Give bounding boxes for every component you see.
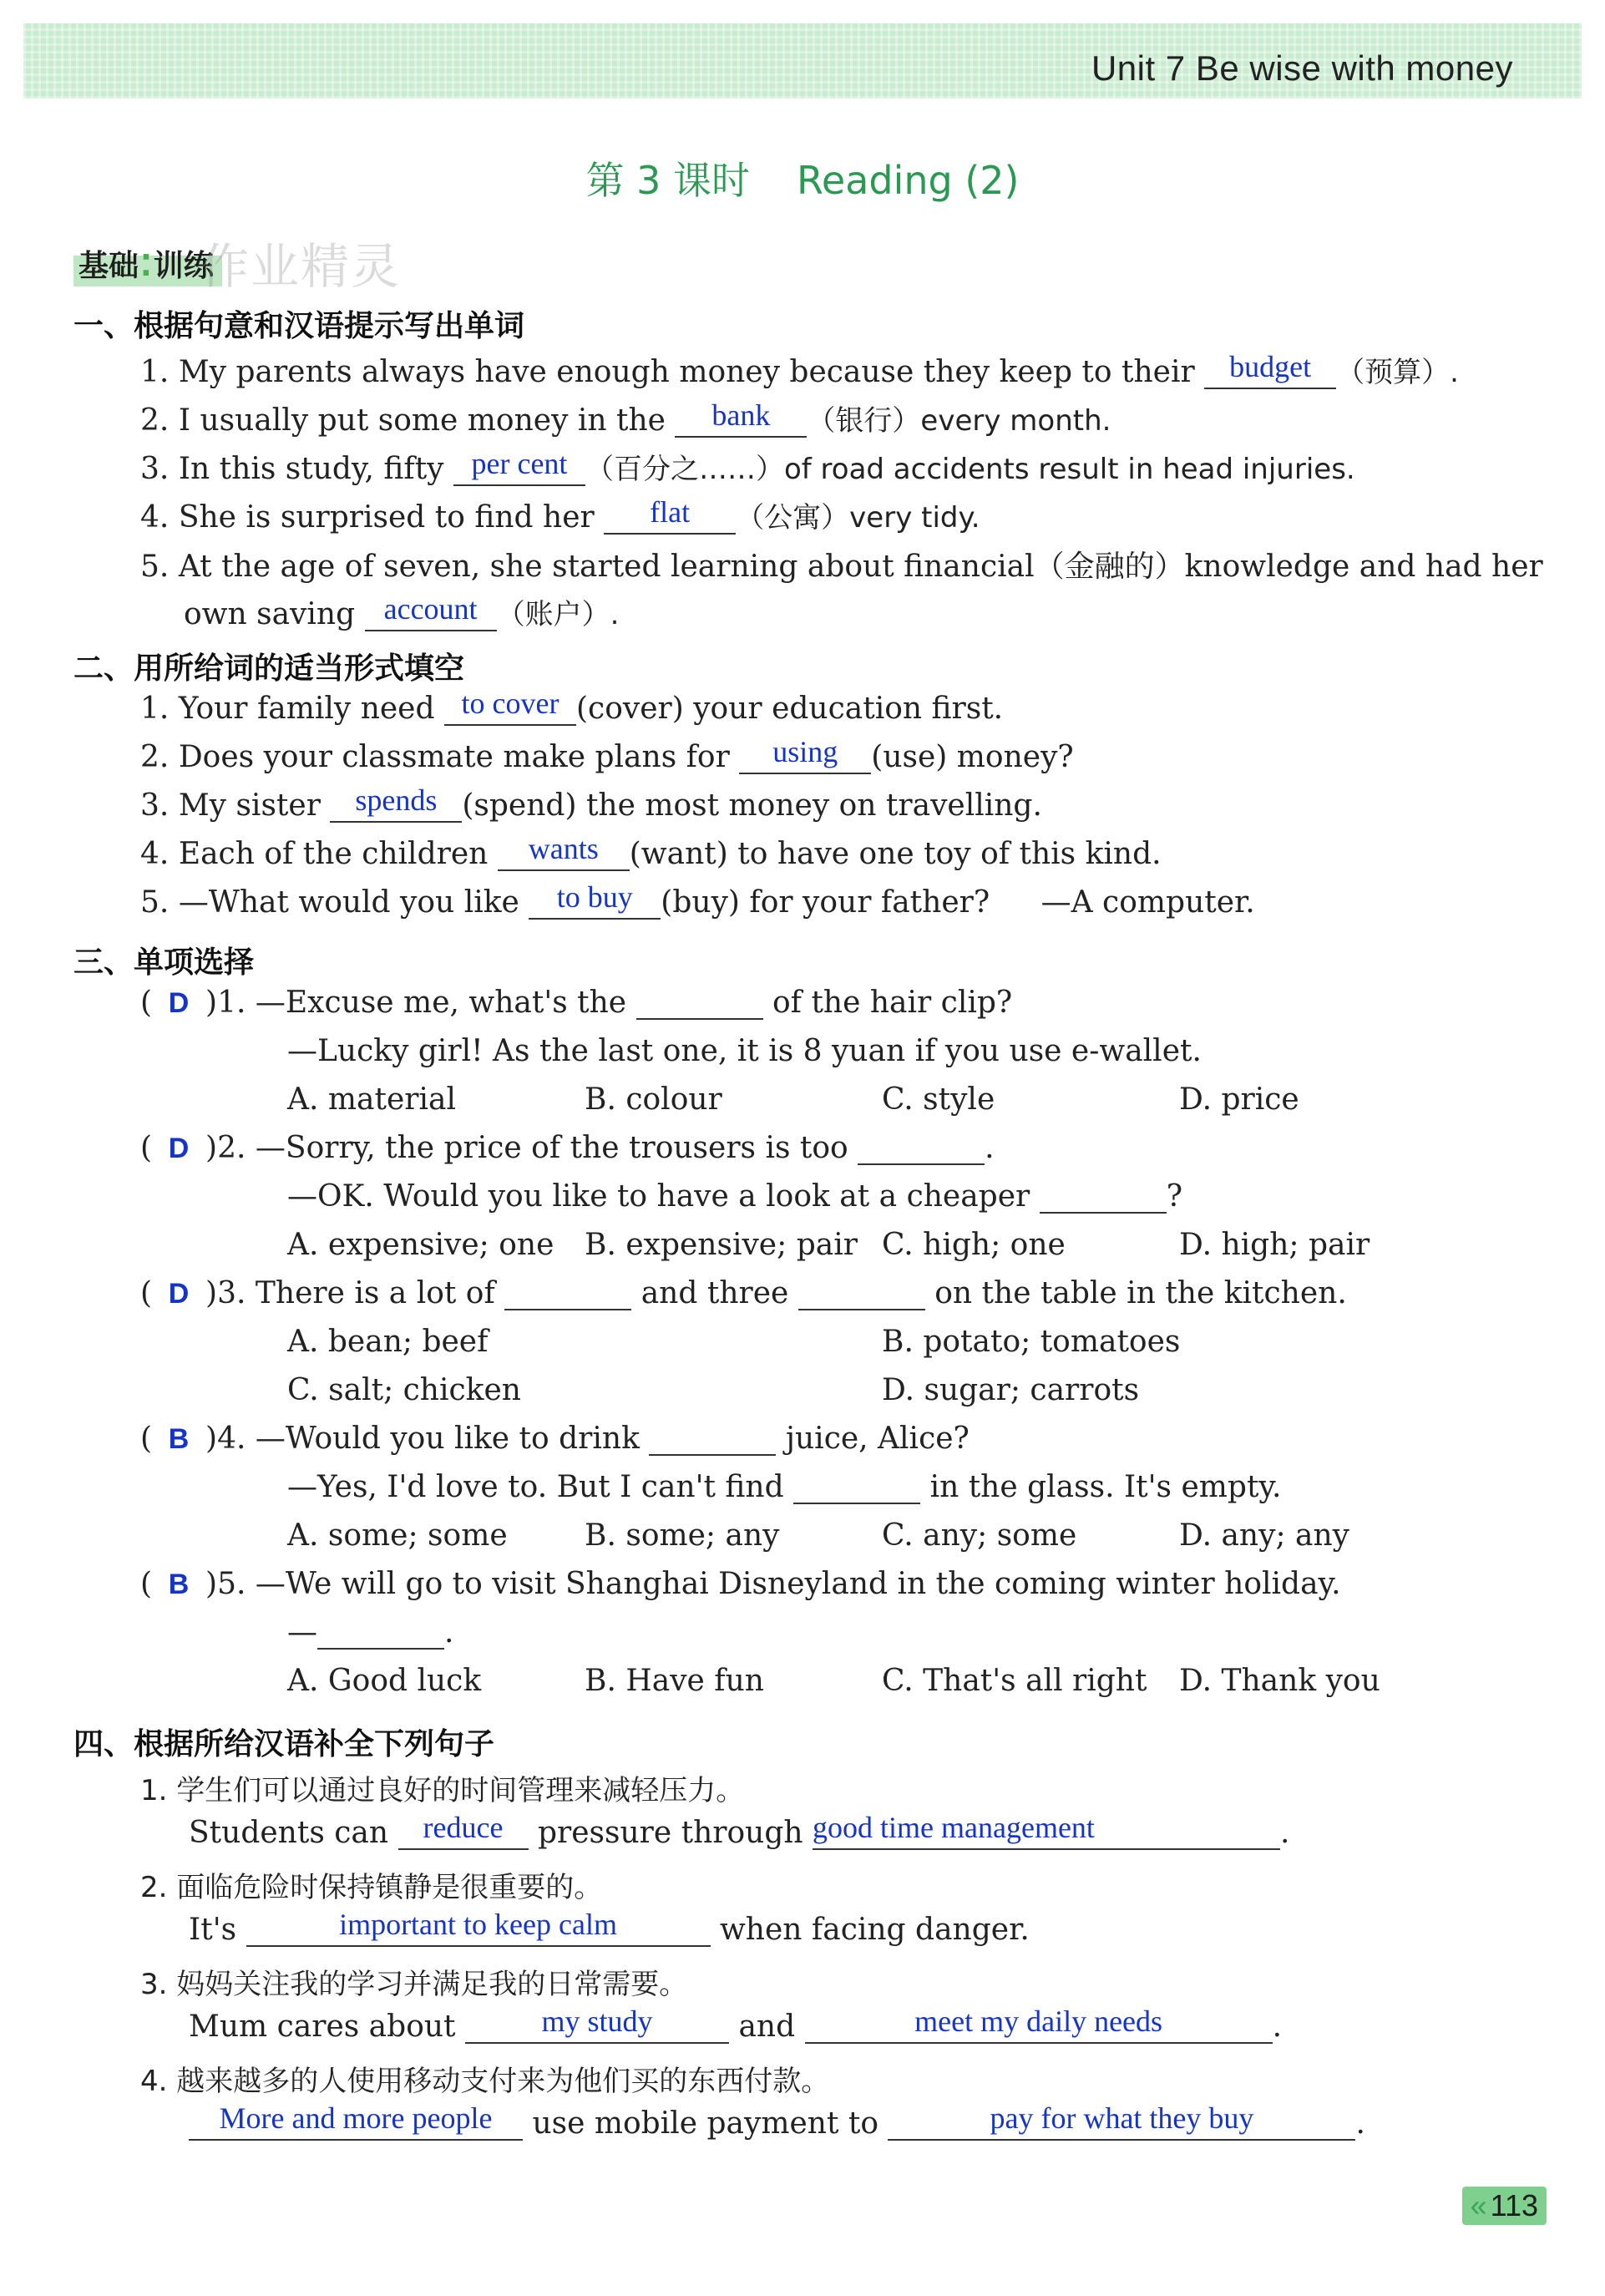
s1-item-4: 4. She is surprised to find her flat （公寓）very tidy.: [140, 495, 980, 535]
lesson-title: [0, 150, 1605, 205]
mc-answer-4: B: [168, 1423, 190, 1455]
section1-heading: 一、根据句意和汉语提示写出单词: [73, 309, 525, 343]
s1-item-2: 2. I usually put some money in the bank （银行）every month.: [140, 398, 1111, 438]
s4-answer-1b: good time management: [813, 1811, 1095, 1844]
mc-question-3: ( D )3. There is a lot of and three on the table in the kitchen.: [140, 1276, 1347, 1310]
mc-options-3b: C. salt; chicken D. sugar; carrots: [287, 1373, 1140, 1407]
s4-item-2-zh: 2. 面临危险时保持镇静是很重要的。: [140, 1871, 603, 1904]
section2-heading: 二、用所给词的适当形式填空: [73, 651, 465, 686]
unit-title: Unit 7 Be wise with money: [1091, 48, 1513, 88]
mc-question-4: ( B )4. —Would you like to drink juice, Alice?: [140, 1422, 970, 1456]
s2-item-1: 1. Your family need to cover (cover) your education first.: [140, 687, 1004, 726]
s4-item-4: More and more people use mobile payment to pay for what they buy .: [189, 2106, 1365, 2141]
mc-options-3a: A. bean; beef B. potato; tomatoes: [287, 1325, 1181, 1359]
s2-item-4: 4. Each of the children wants (want) to have one toy of this kind.: [140, 832, 1162, 871]
section3-heading: 三、单项选择: [73, 945, 255, 980]
s2-answer-1: to cover: [461, 687, 559, 720]
mc-answer-1: D: [168, 987, 190, 1019]
mc-question-1-line2: —Lucky girl! As the last one, it is 8 yuan if you use e-wallet.: [287, 1034, 1202, 1068]
mc-question-1: ( D )1. —Excuse me, what's the of the hair clip?: [140, 986, 1013, 1020]
s1-answer-5: account: [383, 592, 478, 626]
s4-answer-3a: my study: [541, 2005, 653, 2038]
mc-options-5: A. Good luck B. Have fun C. That's all right D. Thank you: [287, 1664, 1380, 1698]
mc-options-4: A. some; some B. some; any C. any; some D. any; any: [287, 1518, 1350, 1553]
double-chevron-left-icon: «: [1470, 2188, 1487, 2223]
s2-answer-2: using: [772, 735, 838, 768]
s2-answer-4: wants: [528, 832, 599, 865]
s1-answer-3: per cent: [471, 447, 568, 480]
s1-answer-2: bank: [711, 398, 771, 432]
s4-item-1-zh: 1. 学生们可以通过良好的时间管理来减轻压力。: [140, 1774, 745, 1807]
lesson-label: 第 3 课时: [585, 158, 750, 203]
dots-icon: ⁚: [140, 249, 152, 283]
mc-options-2: A. expensive; one B. expensive; pair C. high; one D. high; pair: [287, 1228, 1370, 1262]
s2-item-2: 2. Does your classmate make plans for using (use) money?: [140, 735, 1074, 774]
mc-answer-2: D: [168, 1133, 190, 1164]
section4-heading: 四、根据所给汉语补全下列句子: [73, 1727, 495, 1761]
mc-question-2: ( D )2. —Sorry, the price of the trousers is too .: [140, 1131, 995, 1165]
s1-answer-4: flat: [650, 495, 691, 529]
s2-item-5: 5. —What would you like to buy (buy) for your father? —A computer.: [140, 880, 1255, 920]
s1-item-5: 5. At the age of seven, she started learning about financial（金融的）knowledge and had her: [140, 550, 1543, 584]
s1-item-3: 3. In this study, fifty per cent （百分之……）of road accidents result in head injuries.: [140, 447, 1355, 486]
s4-item-2: It's important to keep calm when facing danger.: [189, 1908, 1030, 1947]
s4-item-1: Students can reduce pressure through good time management .: [189, 1811, 1290, 1850]
watermark: 作业精灵: [200, 238, 402, 295]
training-tag-left: 基础: [78, 249, 139, 283]
mc-question-5-line2: — .: [287, 1615, 454, 1650]
training-tag-right: 训练: [153, 249, 214, 283]
lesson-subtitle: Reading (2): [797, 158, 1020, 203]
mc-question-4-line2: —Yes, I'd love to. But I can't find in the glass. It's empty.: [287, 1470, 1282, 1504]
s2-answer-5: to buy: [556, 880, 633, 914]
s4-item-4-zh: 4. 越来越多的人使用移动支付来为他们买的东西付款。: [140, 2065, 830, 2098]
s4-item-3-zh: 3. 妈妈关注我的学习并满足我的日常需要。: [140, 1968, 688, 2001]
mc-question-5: ( B )5. —We will go to visit Shanghai Disneyland in the coming winter holiday.: [140, 1567, 1341, 1601]
s1-item-5-cont: own saving account （账户）.: [184, 592, 620, 631]
s4-answer-2: important to keep calm: [339, 1908, 617, 1941]
s4-answer-4a: More and more people: [219, 2101, 493, 2135]
mc-answer-5: B: [168, 1569, 190, 1600]
s1-answer-1: budget: [1229, 350, 1312, 383]
s1-item-1: 1. My parents always have enough money because they keep to their budget （预算）.: [140, 350, 1459, 389]
s4-answer-4b: pay for what they buy: [990, 2101, 1254, 2135]
page-number: « 113: [1462, 2187, 1547, 2225]
s4-answer-1a: reduce: [423, 1811, 504, 1844]
s2-item-3: 3. My sister spends (spend) the most money on travelling.: [140, 783, 1042, 823]
s4-item-3: Mum cares about my study and meet my daily needs .: [189, 2005, 1283, 2044]
s2-answer-3: spends: [355, 783, 438, 817]
mc-options-1: A. material B. colour C. style D. price: [287, 1082, 1299, 1117]
s4-answer-3b: meet my daily needs: [914, 2005, 1163, 2038]
mc-answer-3: D: [168, 1278, 190, 1310]
mc-question-2-line2: —OK. Would you like to have a look at a cheaper ?: [287, 1179, 1183, 1214]
